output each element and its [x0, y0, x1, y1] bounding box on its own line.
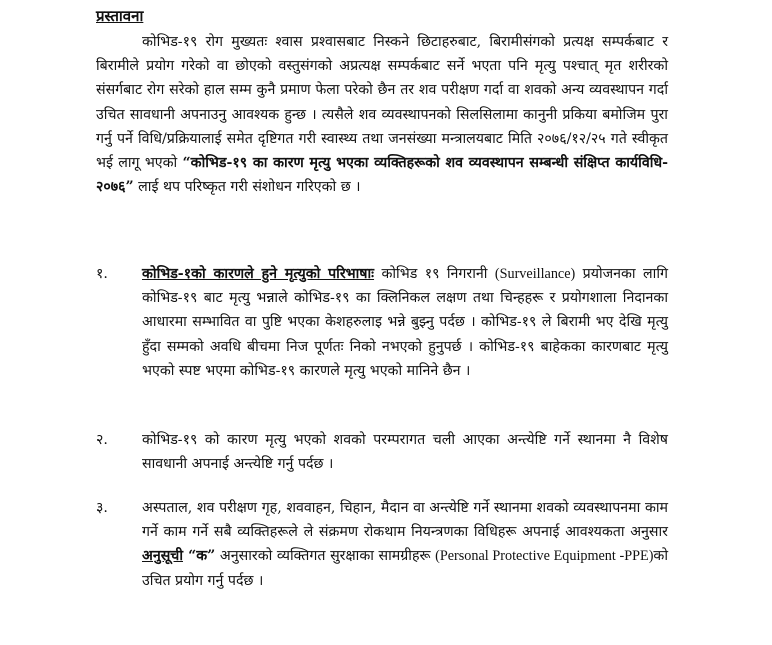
- definition-label: कोभिड-१को कारणले हुने मृत्युको परिभाषाः: [142, 266, 375, 282]
- section-heading: प्रस्तावना: [96, 7, 144, 25]
- item-latin-term: (Surveillance): [494, 266, 576, 282]
- item-number: ३.: [96, 500, 108, 516]
- preamble-text: कोभिड-१९ रोग मुख्यतः श्वास प्रश्वासबाट निस्कने छिटाहरुबाट, बिरामीसंगको प्रत्यक्ष सम्पर्कबाट र बिरामीले प्रयोग गरेको वा छोएको वस्तुसंगको अप्रत्यक्ष सम्पर्कबाट सर्ने भएता पनि मृत्यु पश्चात् मृत शरीरको संसर्गबाट रोग सरेको हाल सम्म कुनै प्रमाण फेला परेको छैन तर शव परीक्षण गर्दा वा शवको अन्य व्यवस्थापन गर्दा उचित सावधानी अपनाउनु आवश्यक हुन्छ । त्यसैले शव व्यवस्थापनको सिलसिलामा कानुनी प्रकिया बमोजिम पुरा गर्नु पर्ने विधि/प्रक्रियालाई समेत दृष्टिगत गरी स्वास्थ्य तथा जनसंख्या मन्त्रालयबाट मिति २०७६/१२/२५ गते स्वीकृत भई लागू भएको: [96, 34, 668, 172]
- item-body: [142, 262, 668, 383]
- item-number: २.: [96, 432, 108, 448]
- annex-label: अनुसूची: [142, 548, 183, 565]
- item-latin-term: (Personal Protective Equipment -PPE): [435, 548, 654, 565]
- item-text: अनुसारको व्यक्तिगत सुरक्षाका सामग्रीहरू: [215, 548, 436, 565]
- item-body: [142, 496, 668, 593]
- annex-letter: “क”: [183, 548, 216, 565]
- preamble-paragraph: [96, 30, 668, 199]
- item-text: कोभिड १९ निगरानी: [374, 266, 495, 282]
- preamble-closing-text: लाई थप परिष्कृत गरी संशोधन गरिएको छ ।: [133, 179, 361, 196]
- item-body: [142, 428, 668, 476]
- item-text: प्रयोजनका लागि कोभिड-१९ बाट मृत्यु भन्नाले कोभिड-१९ का क्लिनिकल लक्षण तथा चिन्हहरू र प्रयोगशाला निदानका आधारमा सम्भावित वा पुष्टि भएका केशहरुलाइ भन्ने बुझ्नु पर्दछ । कोभिड-१९ ले बिरामी भए देखि मृत्यु हुँदा सम्मको अवधि बीचमा निज पूर्णतः निको नभएको हुनुपर्छ । कोभिड-१९ बाहेकका कारणबाट मृत्यु भएको स्पष्ट भएमा कोभिड-१९ कारणले मृत्यु भएको मानिने छैन ।: [142, 266, 668, 379]
- item-text: कोभिड-१९ को कारण मृत्यु भएको शवको परम्परागत चली आएका अन्त्येष्टि गर्ने स्थानमा नै विशेष सावधानी अपनाई अन्त्येष्टि गर्नु पर्दछ ।: [142, 432, 668, 473]
- item-text: अस्पताल, शव परीक्षण गृह, शववाहन, चिहान, मैदान वा अन्त्येष्टि गर्ने स्थानमा शवको व्यवस्थापनमा काम गर्ने काम गर्ने सबै व्यक्तिहरूले ले संक्रमण रोकथाम नियन्त्रणका विधिहरू अपनाई आवश्यकता अनुसार: [142, 500, 668, 541]
- item-number: १.: [96, 266, 108, 282]
- procedure-title: “कोभिड-१९ का कारण मृत्यु भएका व्यक्तिहरूको शव व्यवस्थापन सम्बन्धी संक्षिप्त कार्यविधि- २०७६”: [96, 155, 668, 196]
- item-text: को उचित प्रयोग गर्नु पर्दछ ।: [142, 548, 668, 589]
